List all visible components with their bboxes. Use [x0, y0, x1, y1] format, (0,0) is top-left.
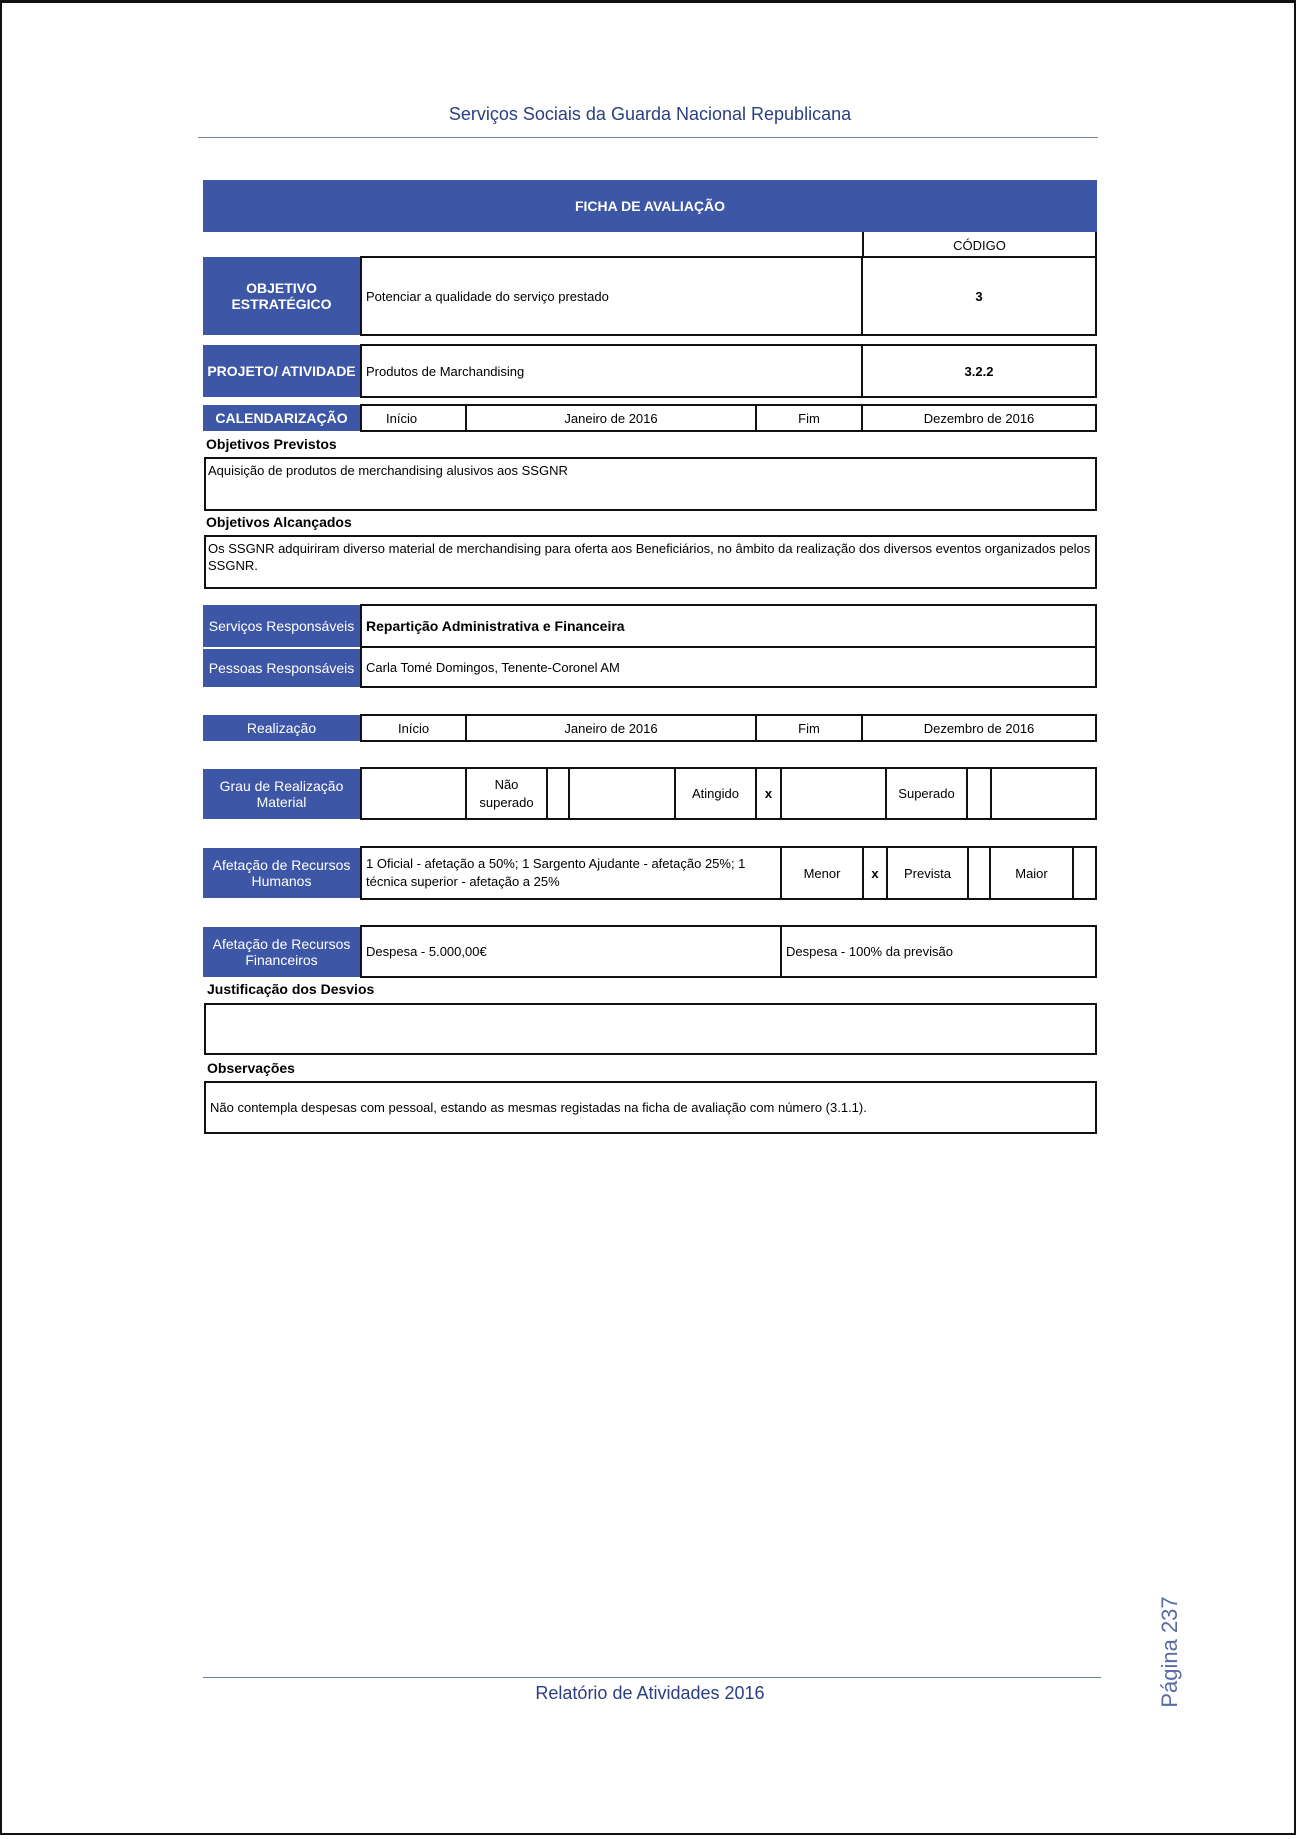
objetivos-alcancados-label: Objetivos Alcançados [206, 514, 352, 530]
calendarizacao-fim-value: Dezembro de 2016 [861, 404, 1097, 432]
rf-despesa: Despesa - 5.000,00€ [360, 925, 782, 978]
projeto-label: PROJETO/ ATIVIDADE [203, 345, 360, 397]
justificacao-label: Justificação dos Desvios [207, 981, 375, 997]
servicos-label: Serviços Responsáveis [203, 605, 360, 647]
observacoes-value: Não contempla despesas com pessoal, estando as mesmas registadas na ficha de avaliação com número (3.1.1). [204, 1081, 1097, 1134]
grau-superado-mark [966, 767, 992, 820]
rh-menor-label: Menor [780, 846, 864, 900]
grau-nao-superado-mark [546, 767, 570, 820]
rh-prevista-label: Prevista [886, 846, 969, 900]
pessoas-label: Pessoas Responsáveis [203, 649, 360, 687]
grau-atingido-label: Atingido [674, 767, 757, 820]
objetivo-code: 3 [861, 256, 1097, 336]
objetivo-label: OBJETIVO ESTRATÉGICO [203, 257, 360, 335]
justificacao-value [204, 1003, 1097, 1055]
realizacao-inicio-value: Janeiro de 2016 [465, 714, 757, 742]
calendarizacao-inicio-label: Início [360, 404, 467, 432]
realizacao-inicio-label: Início [360, 714, 467, 742]
realizacao-fim-label: Fim [755, 714, 863, 742]
realizacao-fim-value: Dezembro de 2016 [861, 714, 1097, 742]
rh-value: 1 Oficial - afetação a 50%; 1 Sargento Ajudante - afetação 25%; 1 técnica superior - afetação a 25% [360, 846, 782, 900]
calendarizacao-fim-label: Fim [755, 404, 863, 432]
calendarizacao-label: CALENDARIZAÇÃO [203, 405, 360, 431]
objetivos-previstos-label: Objetivos Previstos [206, 436, 337, 452]
observacoes-label: Observações [207, 1060, 295, 1076]
rf-label: Afetação de Recursos Financeiros [203, 927, 360, 977]
rh-prevista-mark [967, 846, 991, 900]
footer-divider [203, 1677, 1101, 1678]
header-organization: Serviços Sociais da Guarda Nacional Republicana [448, 104, 852, 124]
objetivo-value: Potenciar a qualidade do serviço prestado [360, 256, 863, 336]
calendarizacao-inicio-value: Janeiro de 2016 [465, 404, 757, 432]
grau-empty-cell-1 [360, 767, 467, 820]
grau-empty-cell-4 [990, 767, 1097, 820]
objetivos-alcancados-value: Os SSGNR adquiriram diverso material de merchandising para oferta aos Beneficiários, no âmbito da realização dos diversos eventos organizados pelos SSGNR. [204, 535, 1097, 589]
rh-maior-mark [1072, 846, 1097, 900]
servicos-value: Repartição Administrativa e Financeira [360, 604, 1097, 648]
page-number: Página 237 [1157, 1596, 1182, 1708]
rh-maior-label: Maior [989, 846, 1074, 900]
pessoas-value: Carla Tomé Domingos, Tenente-Coronel AM [360, 646, 1097, 688]
objetivos-previstos-value: Aquisição de produtos de merchandising alusivos aos SSGNR [204, 457, 1097, 511]
grau-nao-superado-label: Não superado [465, 767, 548, 820]
form-title: FICHA DE AVALIAÇÃO [203, 180, 1097, 232]
grau-empty-cell-2 [568, 767, 676, 820]
rh-menor-mark: x [862, 846, 888, 900]
rh-label: Afetação de Recursos Humanos [203, 848, 360, 898]
projeto-code: 3.2.2 [861, 344, 1097, 398]
footer-report-title: Relatório de Atividades 2016 [535, 1683, 765, 1703]
grau-superado-label: Superado [885, 767, 968, 820]
codigo-header: CÓDIGO [862, 232, 1097, 258]
rf-despesa-previsao: Despesa - 100% da previsão [780, 925, 1097, 978]
grau-label: Grau de Realização Material [203, 769, 360, 819]
realizacao-label: Realização [203, 715, 360, 741]
grau-empty-cell-3 [780, 767, 887, 820]
grau-atingido-mark: x [755, 767, 782, 820]
header-divider [198, 137, 1098, 138]
projeto-value: Produtos de Marchandising [360, 344, 863, 398]
